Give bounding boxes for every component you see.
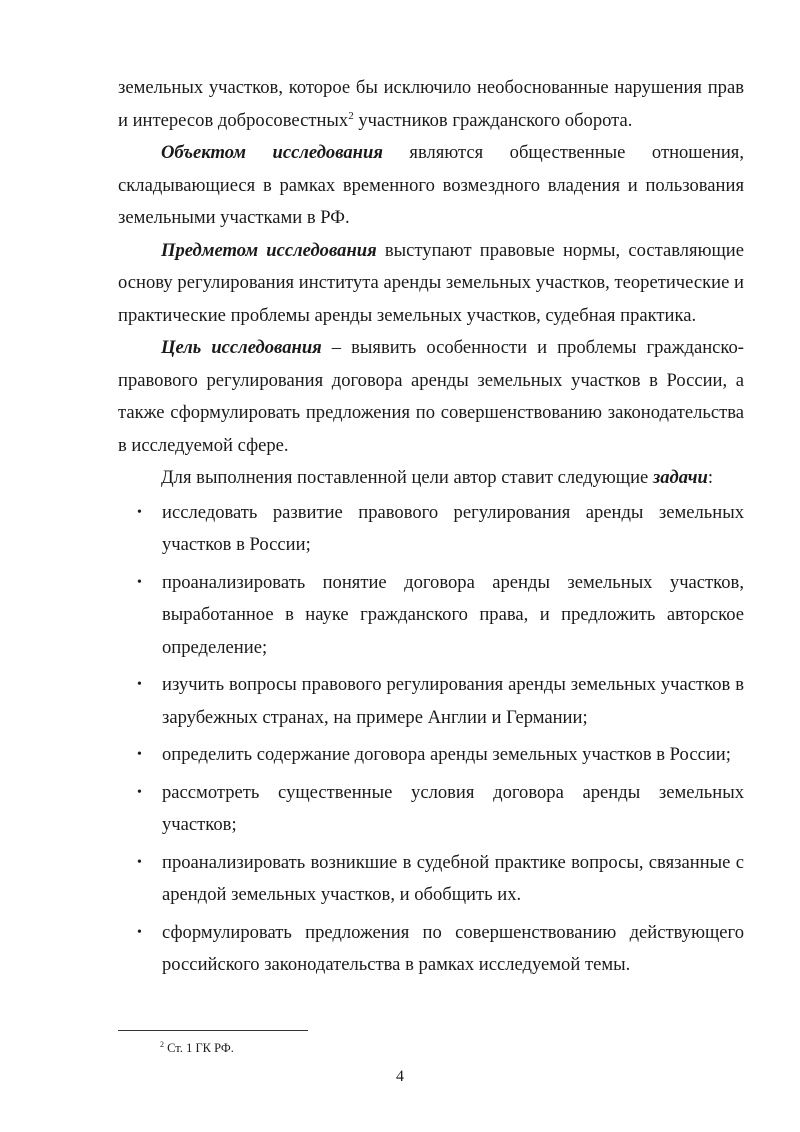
bullet-icon: •: [137, 854, 142, 870]
emphasis-goal: Цель исследования: [161, 337, 322, 358]
footnote-text: Ст. 1 ГК РФ.: [164, 1041, 234, 1055]
task-list: [118, 497, 744, 982]
emphasis-object: Объектом исследования: [161, 142, 383, 163]
list-item: [118, 847, 744, 912]
paragraph-goal: [118, 332, 744, 462]
list-item-text: рассмотреть существенные условия договора аренды земельных участков;: [162, 781, 744, 835]
bullet-icon: •: [137, 924, 142, 940]
bullet-icon: •: [137, 677, 142, 692]
list-item-text: проанализировать понятие договора аренды земельных участков, выработанное в науке гражданского права, и предложить авторское определение;: [162, 571, 744, 658]
emphasis-subject: Предметом исследования: [161, 239, 377, 261]
footnote-reference: 2: [348, 109, 354, 122]
list-item: [118, 917, 744, 982]
footnote-divider: [118, 1030, 308, 1031]
paragraph-text: являются общественные отношения, складывающиеся в рамках временного возмездного владения и пользования земельными участками в РФ.: [118, 142, 744, 228]
paragraph-subject: [118, 235, 744, 333]
paragraph-text: :: [707, 467, 714, 488]
list-item-text: изучить вопросы правового регулирования аренды земельных участков в зарубежных странах, на примере Англии и Германии;: [162, 674, 744, 728]
list-item-text: исследовать развитие правового регулирования аренды земельных участков в России;: [162, 501, 744, 555]
paragraph-text: Для выполнения поставленной цели автор ставит следующие: [161, 467, 653, 488]
paragraph-tasks-intro: [118, 462, 744, 495]
list-item-text: определить содержание договора аренды земельных участков в России;: [162, 744, 731, 765]
footnote: [160, 1040, 234, 1056]
paragraph-object: [118, 137, 744, 235]
bullet-icon: •: [137, 574, 142, 590]
list-item-text: сформулировать предложения по совершенствованию действующего российского законодательства в рамках исследуемой темы.: [162, 921, 744, 975]
document-body: [118, 72, 744, 987]
page-number: 4: [396, 1068, 404, 1085]
list-item: [118, 777, 744, 842]
paragraph-text: земельных участков, которое бы исключило необоснованные нарушения прав и интересов добросовестных: [118, 77, 744, 131]
paragraph-text: участников гражданского оборота.: [353, 109, 633, 131]
emphasis-tasks: задачи: [652, 467, 708, 488]
bullet-icon: •: [137, 504, 142, 520]
list-item: [118, 739, 744, 772]
list-item: [118, 669, 744, 734]
paragraph-text: – выявить особенности и проблемы гражданско-правового регулирования договора аренды земельных участков в России, а также сформулировать предложения по совершенствованию законодательства в исследуемой сфере.: [118, 337, 744, 456]
paragraph-continuation: [118, 72, 744, 137]
list-item-text: проанализировать возникшие в судебной практике вопросы, связанные с арендой земельных участков, и обобщить их.: [162, 851, 744, 905]
footnote-marker: 2: [160, 1040, 164, 1049]
list-item: [118, 497, 744, 562]
bullet-icon: •: [137, 784, 142, 800]
bullet-icon: •: [137, 747, 142, 762]
paragraph-text: выступают правовые нормы, составляющие основу регулирования института аренды земельных участков, теоретические и практические проблемы аренды земельных участков, судебная практика.: [118, 239, 744, 326]
list-item: [118, 567, 744, 665]
